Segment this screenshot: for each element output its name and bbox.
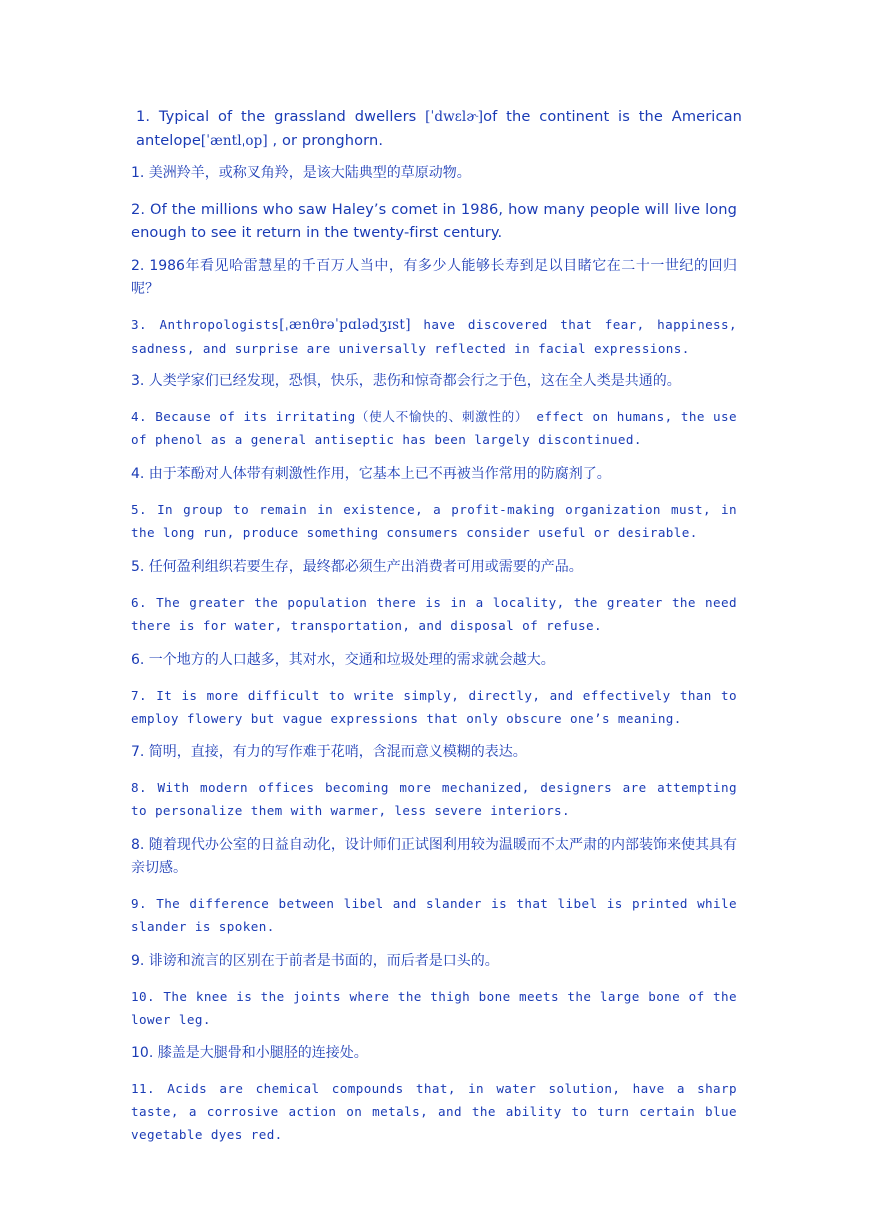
sentence-6-en: 6. The greater the population there is in a locality, the greater the need there is for water, transportation, and disposal of refuse. — [131, 595, 737, 633]
sentence-3-zh: 3. 人类学家们已经发现，恐惧，快乐，悲伤和惊奇都会行之于色，这在全人类是共通的。 — [131, 373, 681, 389]
sentence-2-zh: 2. 1986年看见哈雷慧星的千百万人当中，有多少人能够长寿到足以目睹它在二十一世纪的回归呢？ — [131, 258, 737, 297]
sentence-1-zh: 1. 美洲羚羊，或称叉角羚，是该大陆典型的草原动物。 — [131, 165, 471, 181]
sentence-4-zh: 4. 由于苯酚对人体带有刺激性作用，它基本上已不再被当作常用的防腐剂了。 — [131, 466, 611, 482]
sentence-1-ipa-1: [ˈdwɛlɚ] — [425, 109, 484, 125]
sentence-10-en: 10. The knee is the joints where the thigh bone meets the large bone of the lower leg. — [131, 989, 737, 1027]
sentence-4-en: 4. Because of its irritating（使人不愉快的、刺激性的） effect on humans, the use of phenol as a general antiseptic has been largely discontinued. — [131, 409, 737, 447]
sentence-2-en: 2. Of the millions who saw Haley’s comet in 1986, how many people will live long enough to see it return in the twenty-first century. — [131, 201, 737, 241]
sentence-8-zh: 8. 随着现代办公室的日益自动化，设计师们正试图利用较为温暖而不太严肃的内部装饰来使其具有亲切感。 — [131, 837, 737, 876]
sentence-10-zh: 10. 膝盖是大腿骨和小腿胫的连接处。 — [131, 1045, 368, 1061]
sentence-3-text-b: have discovered that fear, happiness, sadness, and surprise are universally reflected in facial expressions. — [131, 317, 737, 356]
sentence-1-text-a: 1. Typical of the grassland dwellers — [136, 108, 426, 125]
sentence-7-zh: 7. 简明，直接，有力的写作难于花哨，含混而意义模糊的表达。 — [131, 744, 527, 760]
sentence-8-en: 8. With modern offices becoming more mechanized, designers are attempting to personalize them with warmer, less severe interiors. — [131, 780, 737, 818]
sentence-1-text-c: , or pronghorn. — [267, 132, 384, 149]
sentence-5-zh: 5. 任何盈利组织若要生存，最终都必须生产出消费者可用或需要的产品。 — [131, 559, 583, 575]
sentence-5-en: 5. In group to remain in existence, a profit-making organization must, in the long run, produce something consumers consider useful or desirable. — [131, 502, 737, 540]
sentence-3-ipa: [ˌænθrəˈpɑlədʒɪst] — [279, 317, 411, 333]
sentence-1-ipa-2: [ˈæntlˌop] — [200, 133, 268, 149]
sentence-3-text-a: 3. Anthropologists — [131, 317, 280, 332]
sentence-3-en — [131, 313, 737, 360]
sentence-9-zh: 9. 诽谤和流言的区别在于前者是书面的，而后者是口头的。 — [131, 953, 499, 969]
sentence-9-en: 9. The difference between libel and slander is that libel is printed while slander is spoken. — [131, 896, 737, 934]
sentence-11-en: 11. Acids are chemical compounds that, in water solution, have a sharp taste, a corrosive action on metals, and the ability to turn certain blue vegetable dyes red. — [131, 1081, 737, 1142]
sentence-7-en: 7. It is more difficult to write simply, directly, and effectively than to employ flowery but vague expressions that only obscure one’s meaning. — [131, 688, 737, 726]
sentence-1-text-b: of the continent is the American antelope — [136, 108, 742, 149]
sentence-6-zh: 6. 一个地方的人口越多，其对水，交通和垃圾处理的需求就会越大。 — [131, 652, 555, 668]
sentence-1-en — [131, 105, 742, 153]
